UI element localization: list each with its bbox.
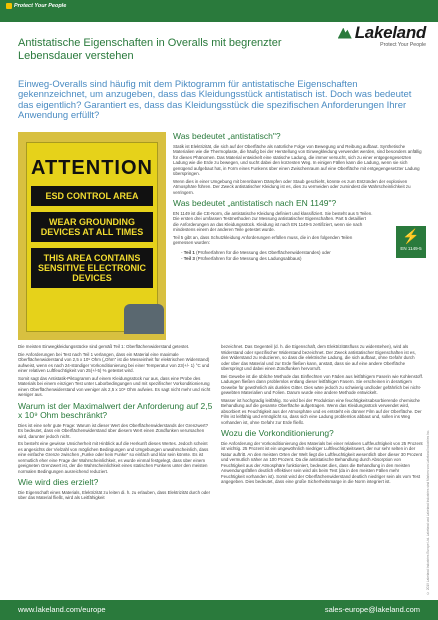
esd-sign-photo: [18, 132, 166, 340]
sign-block-1: ESD CONTROL AREA: [31, 186, 153, 206]
section-2-paragraph-2: Teil 5 gibt an, dass Schutzkleidung Anforderungen erfüllen muss, die in den folgenden Teilen gemessen wurden:: [173, 234, 353, 245]
website-link[interactable]: www.lakeland.com/europe: [18, 605, 106, 614]
left-paragraph-5: Es besteht eine gewisse Unsicherheit mit Hinblick auf die Herkunft dieses Wertes. Jedoch scheint es angesichts der Vielzahl von möglichen Bedingungen und Umgebungen unwahrscheinlich, dass eine einfache Grenze zwischen „Funke oder kein Funke" so einfach und klar sein könnte. Es ist vermutlich eher eine Frage der Wahrscheinlichkeit, es wurde einmal festgelegt, dass über einem geeigneten Grenzwert ist, der die Wahrscheinlichkeit eines statischen Funkens unter den meisten normalen Bedingungen ausreichend reduziert.: [18, 441, 209, 474]
email-link[interactable]: sales-europe@lakeland.com: [324, 605, 420, 614]
left-column-bottom: [18, 342, 213, 501]
left-paragraph-3: Somit sagt das Antistatik-Piktogramm auf einem Kleidungsstück nur aus, dass eine Probe des Materials bei einem einzigen Test unter Laborbedingungen und mit spezifischer Vorkonditionierung einen Oberflächenwiderstand von weniger als 2,5 x 10⁹ Ohm aufwies. Es sagt nicht mehr und nicht weniger aus.: [18, 375, 211, 397]
sign-block-3: THIS AREA CONTAINS SENSITIVE ELECTRONIC DEVICES: [31, 248, 153, 288]
list-item: - Teil 3 (Prüfverfahren für die Messung des Ladungsabbaus): [181, 255, 302, 261]
brand-square-icon: [6, 3, 12, 9]
section-heading-3: Warum ist der Maximalwert der Anforderung auf 2,5 x 10⁹ Ohm beschränkt?: [18, 400, 213, 420]
section-heading-1: Was bedeutet „antistatisch"?: [173, 131, 281, 141]
intro-text: Einweg-Overalls sind häufig mit dem Piktogramm für antistatische Eigenschaften gekennzeichnet, um anzugeben, dass das Kleidungsstück antistatisch ist. Doch was bedeutet das eigentlich? Garantiert es, dass das Kleidungsstück die spezifischen Anforderungen Ihrer Anwendung erfüllt?: [18, 79, 412, 121]
en1149-pictogram: [396, 226, 426, 258]
mountain-icon: [338, 28, 352, 39]
top-bar: [0, 0, 438, 22]
left-paragraph-1: Die meisten Einwegkleidungsstücke sind gemäß Teil 1: Oberflächenwiderstand getestet.: [18, 344, 190, 349]
right-paragraph-2: Bei Gewebe ist die übliche Methode das Einflechten von Fäden aus leitfähigem Faserin wie Kohlenstoff. Ladungen fließen dann problemlos entlang dieser leitfähigen Fasern. Sie erscheinen in derartigem Gewebe für gewöhnlich als dunkles Gitter. Dies wäre jedoch zu schwierig und/oder gefährlich bei nicht-gewebten Materialien und Folien. Darum wurde eine andere Methode entwickelt.: [221, 373, 424, 395]
left-paragraph-2: Die Anforderungen bei Test nach Teil 1 verlangen, dass ein Material eine maximale Oberflächenwiderstand von 2,5 x 10⁹ Ohm („Ohm" ist die Messeinheit für elektrischen Widerstand) aufweist, wenn es nach 24-stündiger Vorkonditionierung bei einer Temperatur von 23(+/- 1) °C und einer relativen Luftfeuchtigkeit von 25(+/-5) % getestet wird.: [18, 351, 210, 373]
right-paragraph-3: Wasser ist hochgradig leitfähig. So wird bei der Produktion eine feuchtigkeitsabsorbierende chemische Behandlung auf die gesamte Oberfläche aufgetragen. Wenn das Kleidungsstück verwendet wird, absorbiert es Feuchtigkeit aus der Atmosphäre und es entsteht ein dünner Film auf der Oberfläche. Der Film ist leitfähig und ermöglicht so, dass sich eine Ladung problemlos abbaut und, sollen ins Weg vorhanden ist, ohne Gefahr zur Erde fließt.: [221, 397, 422, 425]
right-column-bottom: [221, 342, 423, 485]
right-paragraph-1: bezeichnet. Das Gegenteil (d. h. die Eigenschaft, dem Elektrizitätsfluss zu widerstehen), wird als Widerstand oder spezifischer Widerstand bezeichnet. Der Zweck antistatischer Eigenschaften ist es, den Widerstand zu reduzieren, so dass die elektrische Ladung, die sich aufbaut, ohne Gefahr durch oder über das Material und zur Erde fließen kann, anstatt, dass sie auf eine andere Oberfläche überspringt und dabei einen Zündfunken hervorruft.: [221, 344, 416, 371]
antistatic-icon: ⚡: [402, 228, 420, 244]
parts-list: [173, 250, 423, 262]
hand-shape: [124, 304, 164, 334]
tagline: Protect Your People: [6, 3, 66, 9]
side-note: © 2019 Lakeland Industries Europe Ltd. Lakeland und Lakeland Industries sind Marken von Lakeland Industries Inc.: [426, 429, 430, 595]
section-1-paragraph-2: Wenn dies in einer Umgebung mit brennbaren Dämpfen oder Staub geschieht, könnte es zum Entzünden der explosiven Atmosphäre führen. Der Zweck antistatischer Kleidung ist es, dies zu vermeiden oder zumindest die Wahrscheinlichkeit zu verringern.: [173, 178, 411, 195]
left-paragraph-6: Die Eigenschaft eines Materials, Elektrizität zu leiten di. h. zu erlauben, dass Elektrizität durch oder über das Material fließt, wird als Leitfähigkeit: [18, 489, 211, 500]
sign-attention: ATTENTION: [31, 157, 153, 179]
left-paragraph-4: Dies ist eine sehr gute Frage: Warum ist dieser Wert des Oberflächenwiderstands der Grenzwert? Es bedeutet, dass ein Oberflächenwiderstand über diesem Wert einen Zündfunken verursachen wird, darunter jedoch nicht.: [18, 422, 209, 439]
section-1-paragraph-1: Statik ist Elektrizität, die sich auf der Oberfläche als natürliche Folge von Bewegung und Reibung aufbaut. Synthetische Materialien wie die Thermoplaste, die häufig bei der Herstellung von Einwegkleidung verwendet werden, sind besonders anfällig für dieses Phänomen. Das Material entwickelt eine statische Ladung, die immer versucht, sich zu einer entgegengesetzten Ladung wie die Erde zu bewegen, und sucht dabei den kürzesten Weg. In einigen Fällen kann die Ladung, wenn sie sich genügend aufgebaut hat, in Form eines Funkens über einen Zwischenraum auf eine Oberfläche mit entgegengesetzter Ladung überspringen.: [173, 143, 422, 176]
right-paragraph-4: Die Anforderung der Vorkonditionierung des Materials bei einer relativen Luftfeuchtigkeit von 25 Prozent ist wichtig. 25 Prozent ist ein ungewöhnlich niedriger Luftfeuchtigkeitswert, der nur sehr selten in der Natur auftritt. An den meisten Orten der Welt liegt die Luftfeuchtigkeit wesentlich über dieser 30 Prozent und vermutlich näher an 100 Prozent. Da die antistatische Behandlung durch Absorption von Feuchtigkeit aus der Atmosphäre funktioniert, bedeutet dies, dass die Behandlung in den meisten Anwendungsfällen deutlich effektiver sein wird als beim Test (da in den meisten Fällen mehr Feuchtigkeit vorhanden ist). Somit wird der Oberflächenwiderstand deutlich niedriger sein als vom Test angegeben. Dies bedeutet, dass eine große Sicherheitsmarge in die Norm integriert ist.: [221, 440, 423, 484]
right-column-top: [173, 132, 423, 262]
sign-block-2: WEAR GROUNDING DEVICES AT ALL TIMES: [31, 212, 153, 242]
section-heading-2: Was bedeutet „antistatisch nach EN 1149"?: [173, 198, 337, 208]
footer-bar: [0, 600, 438, 620]
section-heading-4: Wie wird dies erzielt?: [18, 477, 99, 487]
brand-slogan: Protect Your People: [380, 42, 426, 48]
list-item: - Teil 1 (Prüfverfahren für die Messung des Oberflächenwiderstandes) oder: [181, 249, 331, 255]
section-2-paragraph-1: EN 1149 ist die CE-Norm, die antistatische Kleidung definiert und klassifiziert. Sie besteht aus 5 Teilen. Die ersten drei umfassen Testmethoden zur Messung antistatischer Eigenschaften. Part 5 detailliert die Anforderungen an das Kleidungsstück. Kleidung ist nach EN 1149-5 zertifiziert, wenn sie nach mindestens einem der anderen Teile getestet wurde.: [173, 210, 373, 232]
page-title: Antistatische Eigenschaften in Overalls mit begrenzter Lebensdauer verstehen: [18, 37, 282, 62]
en-label: EN 1149-5: [400, 246, 422, 251]
section-heading-5: Wozu die Vorkonditionierung?: [221, 428, 334, 438]
brand-name: Lakeland: [354, 23, 426, 42]
